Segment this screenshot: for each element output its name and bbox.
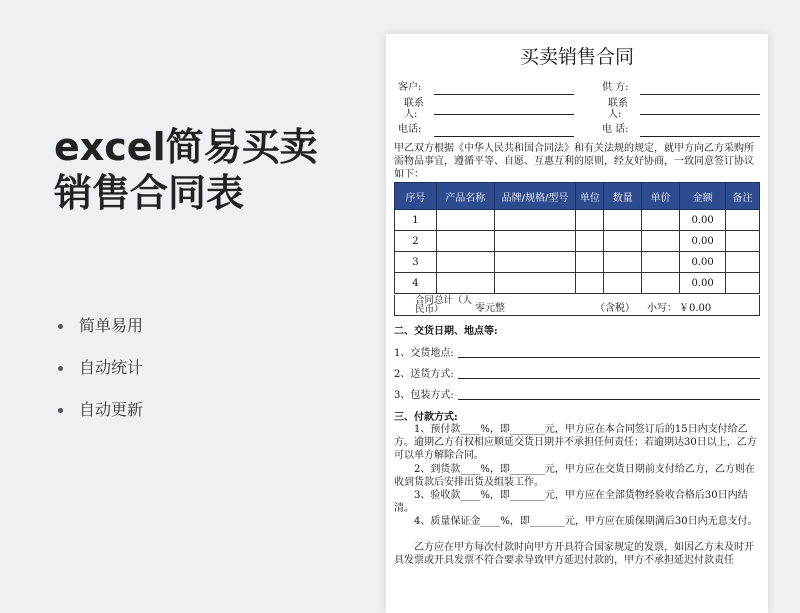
col-header: 序号 <box>395 183 437 210</box>
cell-note[interactable] <box>726 252 760 273</box>
col-header: 单位 <box>576 183 604 210</box>
bullet-icon <box>58 408 63 413</box>
col-header: 产品名称 <box>436 183 494 210</box>
payment-clause-1: 1、预付款____%，即_______元，甲方应在本合同签订后的15日内支付给乙方。逾期乙方有权相应顺延交货日期并不承担任何责任；若逾期达30日以上，乙方可以单方解除合同。 <box>394 424 757 461</box>
cell-spec[interactable] <box>494 231 576 252</box>
col-header: 单价 <box>642 183 680 210</box>
cell-no[interactable]: 3 <box>395 252 437 273</box>
cell-product[interactable] <box>436 273 494 294</box>
cell-no[interactable]: 2 <box>395 231 437 252</box>
cell-amount[interactable]: 0.00 <box>680 273 726 294</box>
contract-document <box>386 34 768 613</box>
phone-label: 电话: <box>398 124 422 135</box>
col-header: 金额 <box>680 183 726 210</box>
cell-note[interactable] <box>726 231 760 252</box>
cell-no[interactable]: 4 <box>395 273 437 294</box>
total-label: 合同总计（人民币） <box>415 295 473 315</box>
payment-clause-2: 2、到货款____%，即_______元，甲方应在交货日期前支付给乙方，乙方则在收到货款后安排出货及组装工作。 <box>394 464 755 488</box>
delivery-place-line <box>458 357 760 358</box>
col-header: 品牌/规格/型号 <box>494 183 576 210</box>
packing-line <box>458 399 760 400</box>
small-value: ￥0.00 <box>679 303 712 314</box>
cell-unit[interactable] <box>576 273 604 294</box>
cell-price[interactable] <box>642 273 680 294</box>
cell-amount[interactable]: 0.00 <box>680 231 726 252</box>
bullet-icon <box>58 324 63 329</box>
col-header: 数量 <box>604 183 642 210</box>
bullet-icon <box>58 366 63 371</box>
cell-unit[interactable] <box>576 252 604 273</box>
cell-product[interactable] <box>436 252 494 273</box>
table-row <box>395 252 760 273</box>
section3-title: 三、付款方式: <box>394 412 458 423</box>
cell-spec[interactable] <box>494 210 576 231</box>
col-header: 备注 <box>726 183 760 210</box>
cell-unit[interactable] <box>576 231 604 252</box>
cell-no[interactable]: 1 <box>395 210 437 231</box>
cell-note[interactable] <box>726 210 760 231</box>
cell-product[interactable] <box>436 210 494 231</box>
contract-title: 买卖销售合同 <box>519 46 634 68</box>
cell-unit[interactable] <box>576 210 604 231</box>
total-words: 零元整 <box>475 303 505 314</box>
cell-qty[interactable] <box>604 273 642 294</box>
cell-spec[interactable] <box>494 252 576 273</box>
invoice-clause: 乙方应在甲方每次付款时向甲方开具符合国家规定的发票，如因乙方未及时开具发票或开具发票不符合要求导致甲方延迟付款的，甲方不承担延迟付款责任 <box>394 542 754 566</box>
customer-line <box>434 94 574 95</box>
table-row <box>395 273 760 294</box>
feature-list <box>58 314 143 440</box>
customer-label: 客户: <box>398 82 422 93</box>
supplier-contact-line <box>640 114 760 115</box>
table-row <box>395 231 760 252</box>
small-label: 小写： <box>647 303 677 314</box>
cell-price[interactable] <box>642 252 680 273</box>
total-row <box>394 295 760 316</box>
delivery-method-label: 2、送货方式: <box>394 369 454 380</box>
cell-amount[interactable]: 0.00 <box>680 210 726 231</box>
cell-qty[interactable] <box>604 231 642 252</box>
cell-price[interactable] <box>642 231 680 252</box>
feature-item: 自动统计 <box>58 356 143 398</box>
contact-line <box>434 114 574 115</box>
page-heading-line2: 销售合同表 <box>54 171 245 215</box>
contact-label: 联系人: <box>404 98 424 120</box>
payment-clause-4: 4、质量保证金____%，即_______元，甲方应在质保期满后30日内无息支付。 <box>414 516 758 527</box>
supplier-line <box>640 94 760 95</box>
supplier-phone-line <box>640 136 760 137</box>
cell-amount[interactable]: 0.00 <box>680 252 726 273</box>
product-table <box>394 182 760 294</box>
delivery-place-label: 1、交货地点: <box>394 348 454 359</box>
payment-clause-3: 3、验收款____%，即_______元，甲方应在全部货物经验收合格后30日内结清。 <box>394 490 748 514</box>
feature-item: 自动更新 <box>58 398 143 440</box>
phone-line <box>434 136 574 137</box>
supplier-label: 供 方: <box>602 82 629 93</box>
delivery-method-line <box>458 378 760 379</box>
cell-qty[interactable] <box>604 252 642 273</box>
tax-note: （含税） <box>595 303 635 314</box>
packing-label: 3、包装方式: <box>394 390 454 401</box>
cell-note[interactable] <box>726 273 760 294</box>
cell-product[interactable] <box>436 231 494 252</box>
feature-item: 简单易用 <box>58 314 143 356</box>
page-heading <box>54 124 354 216</box>
cell-spec[interactable] <box>494 273 576 294</box>
section2-title: 二、交货日期、地点等: <box>394 326 498 337</box>
table-row <box>395 210 760 231</box>
supplier-contact-label: 联系人: <box>608 98 628 120</box>
intro-paragraph: 甲乙双方根据《中华人民共和国合同法》和有关法规的规定，就甲方向乙方采购所需物品事宜，遵循平等、自愿、互惠互利的原则，经友好协商，一致同意签订协议如下： <box>394 143 754 180</box>
cell-price[interactable] <box>642 210 680 231</box>
supplier-phone-label: 电 话: <box>602 124 629 135</box>
page-heading-line1: excel简易买卖 <box>54 125 318 169</box>
cell-qty[interactable] <box>604 210 642 231</box>
table-header-row <box>395 183 760 210</box>
